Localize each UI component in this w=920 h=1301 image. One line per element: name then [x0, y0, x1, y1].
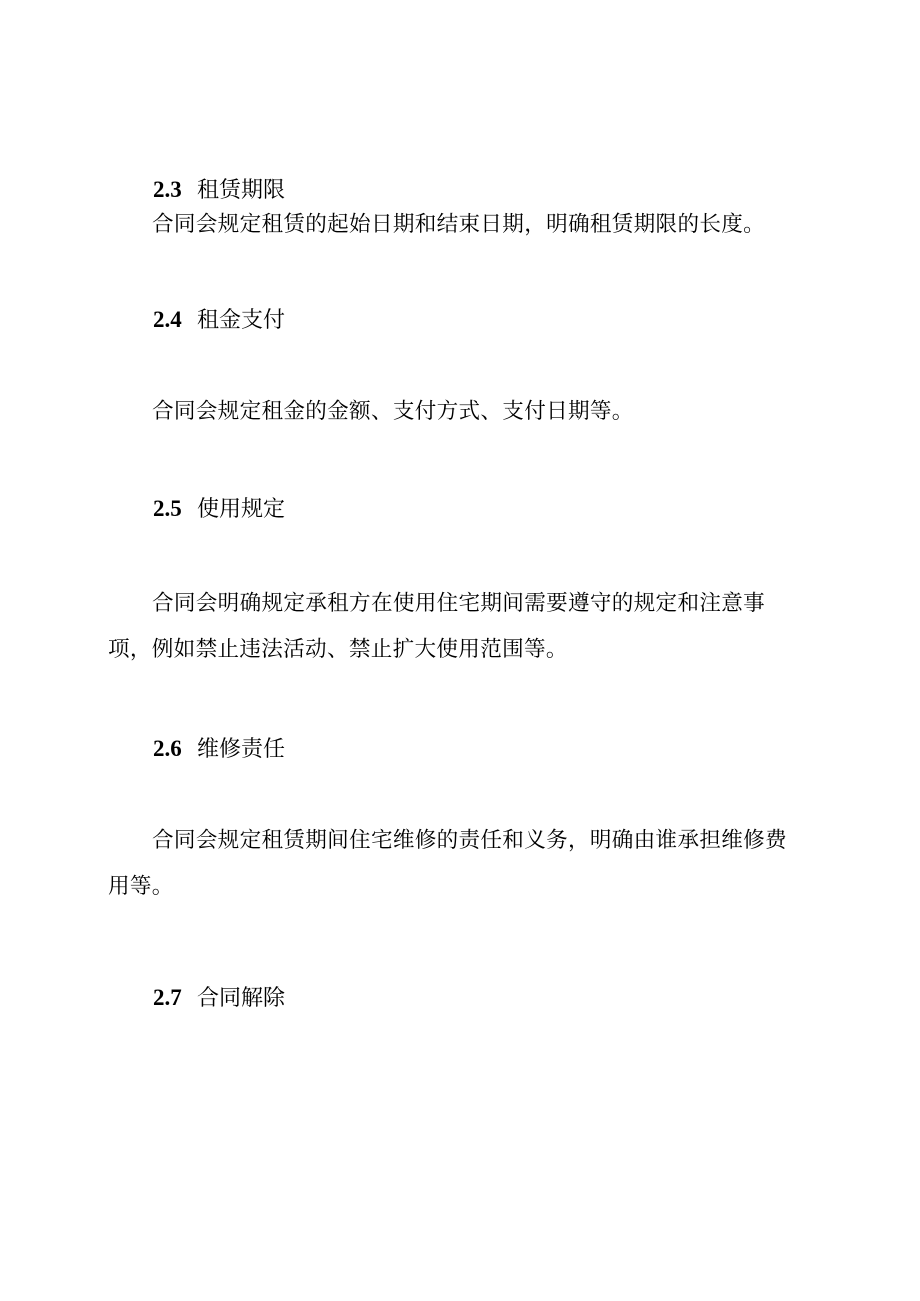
section-heading-2-4 — [153, 305, 285, 335]
section-heading-2-6 — [153, 734, 285, 764]
section-title: 合同解除 — [197, 986, 286, 1011]
section-title: 使用规定 — [197, 497, 286, 522]
section-body-2-6: 合同会规定租赁期间住宅维修的责任和义务，明确由谁承担维修费用等。 — [108, 828, 787, 899]
section-title: 维修责任 — [197, 737, 286, 762]
section-number: 2.4 — [153, 307, 182, 332]
section-number: 2.6 — [153, 736, 182, 761]
section-title: 租金支付 — [197, 308, 286, 333]
section-title: 租赁期限 — [197, 178, 286, 203]
section-body-2-3: 合同会规定租赁的起始日期和结束日期，明确租赁期限的长度。 — [152, 212, 766, 237]
section-number: 2.7 — [153, 985, 182, 1010]
section-body-2-5: 合同会明确规定承租方在使用住宅期间需要遵守的规定和注意事项，例如禁止违法活动、禁止扩大使用范围等。 — [108, 591, 766, 662]
section-number: 2.5 — [153, 496, 182, 521]
section-heading-2-7 — [153, 983, 285, 1013]
section-number: 2.3 — [153, 177, 182, 202]
section-body-2-4: 合同会规定租金的金额、支付方式、支付日期等。 — [152, 399, 634, 424]
section-heading-2-5 — [153, 494, 285, 524]
section-heading-2-3 — [153, 175, 285, 205]
